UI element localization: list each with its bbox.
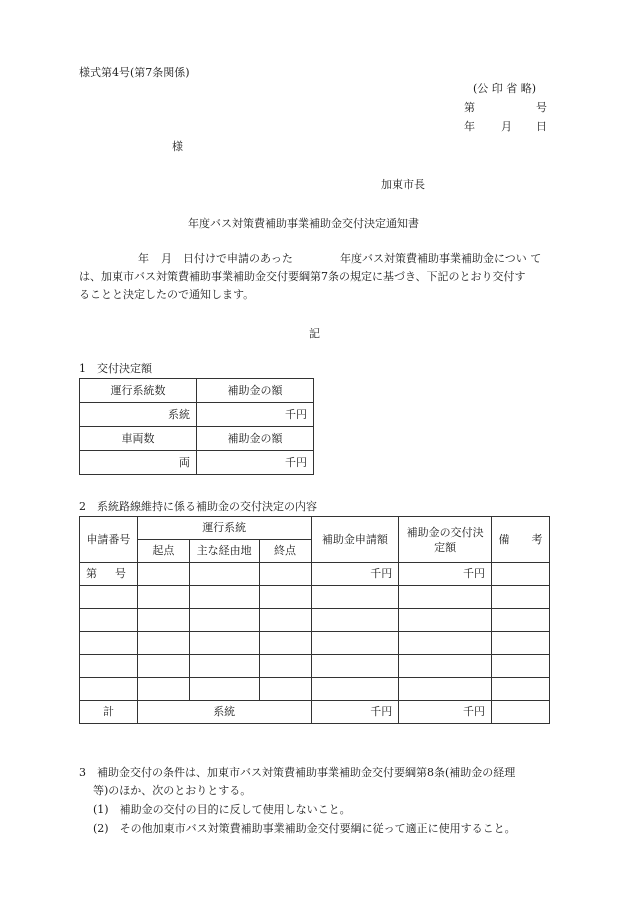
route-count-unit: 系統 — [80, 403, 197, 427]
total-routes-unit: 系統 — [137, 701, 311, 724]
remarks-header: 備 考 — [492, 517, 550, 563]
requested-amount-unit: 千円 — [311, 563, 399, 586]
application-number-header: 申請番号 — [80, 517, 138, 563]
sender: 加東市長 — [381, 178, 425, 191]
date-month: 月 — [501, 120, 512, 133]
table-row — [80, 632, 550, 655]
section2-heading: 2 系統路線維持に係る補助金の交付決定の内容 — [79, 500, 317, 513]
table-row — [80, 678, 550, 701]
vehicle-grant-unit: 千円 — [197, 451, 314, 475]
body-line2: は、加東市バス対策費補助事業補助金交付要綱第7条の規定に基づき、下記のとおり交付す — [79, 270, 526, 283]
application-number-prefix: 第 — [86, 567, 97, 580]
start-point-header: 起点 — [137, 540, 189, 563]
date-year: 年 — [464, 120, 475, 133]
doc-number-suffix: 号 — [536, 101, 547, 114]
form-number: 様式第4号(第7条関係) — [79, 66, 190, 79]
requested-amount-header: 補助金申請額 — [311, 517, 399, 563]
section3-line1: 3 補助金交付の条件は、加東市バス対策費補助事業補助金交付要綱第8条(補助金の経理 — [79, 766, 516, 779]
route-count-header: 運行系統数 — [80, 379, 197, 403]
application-number-suffix: 号 — [115, 567, 126, 580]
decided-amount-header: 補助金の交付決定額 — [399, 517, 492, 563]
grant-amount-header: 補助金の額 — [197, 379, 314, 403]
condition-item-1: (1) 補助金の交付の目的に反して使用しないこと。 — [93, 803, 351, 816]
table-row — [80, 586, 550, 609]
total-label: 計 — [80, 701, 138, 724]
total-decided-unit: 千円 — [399, 701, 492, 724]
vehicle-grant-header: 補助金の額 — [197, 427, 314, 451]
body-line3: ることと決定したので通知します。 — [79, 288, 255, 301]
end-point-header: 終点 — [259, 540, 311, 563]
doc-number-prefix: 第 — [464, 101, 475, 114]
table-row — [80, 655, 550, 678]
table-row-application-number — [80, 563, 138, 586]
grant-decision-table — [79, 378, 314, 475]
body-line1-tail: 年度バス対策費補助事業補助金につい て — [340, 252, 542, 265]
vehicle-count-unit: 両 — [80, 451, 197, 475]
route-header: 運行系統 — [137, 517, 311, 540]
section3-line2: 等)のほか、次のとおりとする。 — [93, 784, 252, 797]
condition-item-2: (2) その他加東市バス対策費補助事業補助金交付要綱に従って適正に使用すること。 — [93, 822, 516, 835]
table-row — [80, 609, 550, 632]
document-title: 年度バス対策費補助事業補助金交付決定通知書 — [188, 217, 419, 230]
body-year: 年 — [138, 252, 149, 265]
decided-amount-unit: 千円 — [399, 563, 492, 586]
total-requested-unit: 千円 — [311, 701, 399, 724]
via-point-header: 主な経由地 — [189, 540, 259, 563]
date-day: 日 — [536, 120, 547, 133]
section1-heading: 1 交付決定額 — [79, 362, 152, 375]
body-line1: 日付けで申請のあった — [183, 252, 293, 265]
addressee: 様 — [172, 140, 183, 153]
body-month: 月 — [161, 252, 172, 265]
seal-omitted-note: (公 印 省 略) — [473, 82, 537, 95]
route-grant-table — [79, 516, 550, 724]
ki-heading: 記 — [309, 327, 320, 340]
grant-amount-unit: 千円 — [197, 403, 314, 427]
vehicle-count-header: 車両数 — [80, 427, 197, 451]
